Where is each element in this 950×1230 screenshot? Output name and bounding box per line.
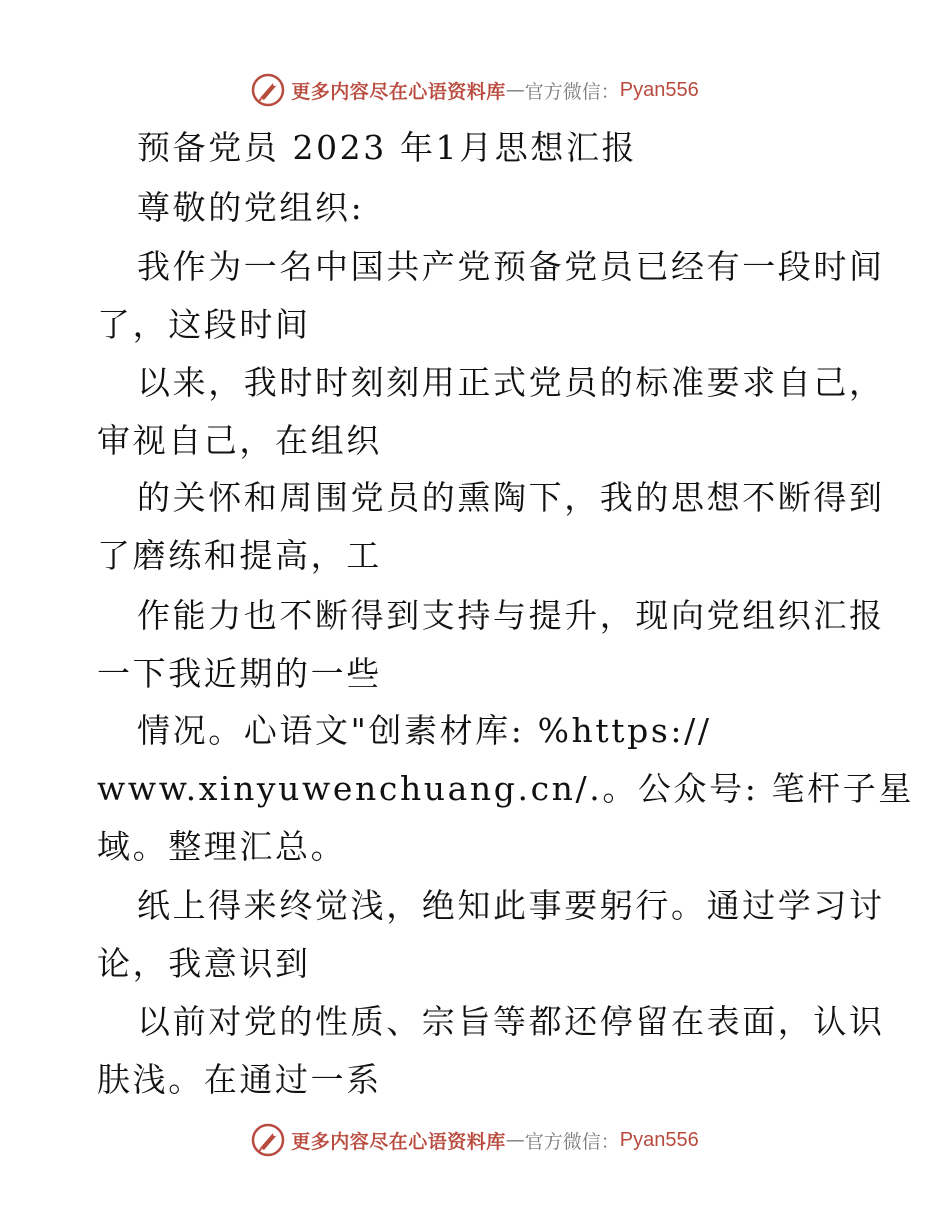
header-banner (0, 70, 950, 110)
paragraph-line: 审视自己，在组织 (97, 421, 382, 460)
banner-wechat-label: 官方微信： (524, 80, 620, 103)
quill-pen-logo-icon (251, 1123, 285, 1157)
paragraph-line: 以前对党的性质、宗旨等都还停留在表面，认识 (137, 1002, 885, 1041)
paragraph-line: 作能力也不断得到支持与提升，现向党组织汇报 (137, 596, 885, 635)
footer-banner (0, 1120, 950, 1160)
salutation: 尊敬的党组织: (137, 188, 365, 227)
banner-separator: — (505, 1129, 525, 1151)
paragraph-line: 域。整理汇总。 (97, 827, 347, 866)
paragraph-line: 了磨练和提高，工 (97, 536, 382, 575)
paragraph-line: 一下我近期的一些 (97, 654, 382, 693)
paragraph-line: 以来，我时时刻刻用正式党员的标准要求自己， (137, 363, 885, 402)
banner-wechat-id: Pyan556 (619, 78, 699, 101)
paragraph-line: 的关怀和周围党员的熏陶下，我的思想不断得到 (137, 478, 885, 517)
paragraph-line: 了，这段时间 (97, 305, 311, 344)
paragraph-line: 论，我意识到 (97, 944, 311, 983)
banner-title: 更多内容尽在心语资料库 (291, 80, 506, 103)
paragraph-line: 肤浅。在通过一系 (97, 1060, 382, 1099)
banner-title: 更多内容尽在心语资料库 (291, 1130, 506, 1153)
paragraph-line: www.xinyuwenchuang.cn/.。公众号: 笔杆子星 (97, 769, 914, 808)
document-title: 预备党员 2023 年1月思想汇报 (137, 128, 638, 167)
banner-wechat-id: Pyan556 (619, 1128, 699, 1151)
paragraph-line: 纸上得来终觉浅，绝知此事要躬行。通过学习讨 (137, 886, 885, 925)
quill-pen-logo-icon (251, 73, 285, 107)
paragraph-line: 我作为一名中国共产党预备党员已经有一段时间 (137, 247, 885, 286)
paragraph-line: 情况。心语文"创素材库: %https:// (137, 711, 712, 750)
banner-separator: — (505, 79, 525, 101)
banner-wechat-label: 官方微信： (524, 1130, 620, 1153)
